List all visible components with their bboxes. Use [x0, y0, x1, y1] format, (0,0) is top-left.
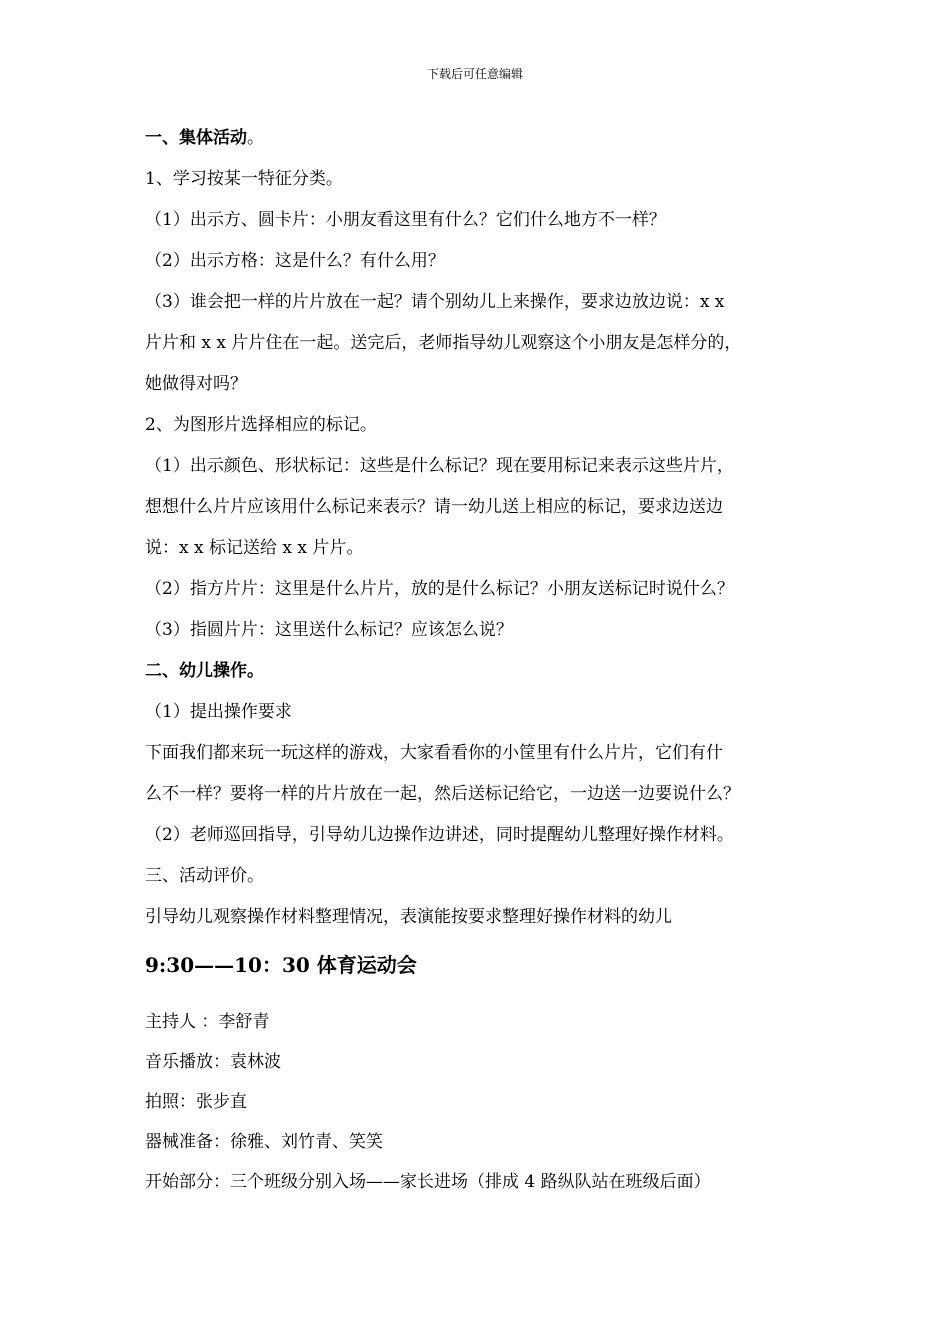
item-1-sub-2: （2）出示方格：这是什么？有什么用？ [145, 251, 445, 271]
operation-paragraph-line-2: 么不一样？要将一样的片片放在一起，然后送标记给它，一边送一边要说什么？ [145, 784, 740, 804]
item-1-sub-3-line-1: （3）谁会把一样的片片放在一起？请个别幼儿上来操作，要求边放边说：x x [145, 292, 725, 312]
item-2-sub-2: （2）指方片片：这里是什么片片，放的是什么标记？小朋友送标记时说什么？ [145, 579, 734, 599]
sports-start: 开始部分：三个班级分别入场——家长进场（排成 4 路纵队站在班级后面） [145, 1172, 711, 1192]
item-1-title: 1、学习按某一特征分类。 [145, 169, 343, 189]
section-heading-punctuation: 。 [247, 128, 264, 148]
item-2-title: 2、为图形片选择相应的标记。 [145, 415, 377, 435]
sports-music: 音乐播放：袁林波 [145, 1052, 281, 1072]
section-heading-evaluation: 三、活动评价。 [145, 866, 264, 886]
operation-sub-1: （1）提出操作要求 [145, 702, 292, 722]
sports-meet-details [145, 1002, 810, 1202]
operation-sub-2: （2）老师巡回指导，引导幼儿边操作边讲述，同时提醒幼儿整理好操作材料。 [145, 825, 734, 845]
section-heading-collective-activity [145, 118, 810, 159]
page-header-note: 下载后可任意编辑 [426, 67, 523, 81]
operation-paragraph-line-1: 下面我们都来玩一玩这样的游戏，大家看看你的小筐里有什么片片，它们有什 [145, 743, 723, 763]
item-1-sub-3-line-2: 片片和 x x 片片住在一起。送完后，老师指导幼儿观察这个小朋友是怎样分的， [145, 333, 742, 353]
sports-photo: 拍照：张步直 [145, 1092, 247, 1112]
sports-host: 主持人 ：李舒青 [145, 1012, 270, 1032]
item-2-sub-1-line-1: （1）出示颜色、形状标记：这些是什么标记？现在要用标记来表示这些片片， [145, 456, 734, 476]
sports-equipment: 器械准备：徐雅、刘竹青、笑笑 [145, 1132, 383, 1152]
item-2-sub-3: （3）指圆片片：这里送什么标记？应该怎么说？ [145, 620, 513, 640]
item-1-sub-1: （1）出示方、圆卡片：小朋友看这里有什么？它们什么地方不一样？ [145, 210, 666, 230]
section-heading-child-operation: 二、幼儿操作。 [145, 661, 264, 681]
sports-meet-title: 9:30——10：30 体育运动会 [145, 953, 417, 977]
section-heading-text: 一、集体活动 [145, 128, 247, 148]
document-body [145, 118, 810, 1202]
item-2-sub-1-line-3: 说：x x 标记送给 x x 片片。 [145, 538, 364, 558]
evaluation-paragraph: 引导幼儿观察操作材料整理情况，表演能按要求整理好操作材料的幼儿 [145, 907, 672, 927]
item-1-sub-3-line-3: 她做得对吗？ [145, 374, 247, 394]
item-2-sub-1-line-2: 想想什么片片应该用什么标记来表示？请一幼儿送上相应的标记，要求边送边 [145, 497, 723, 517]
